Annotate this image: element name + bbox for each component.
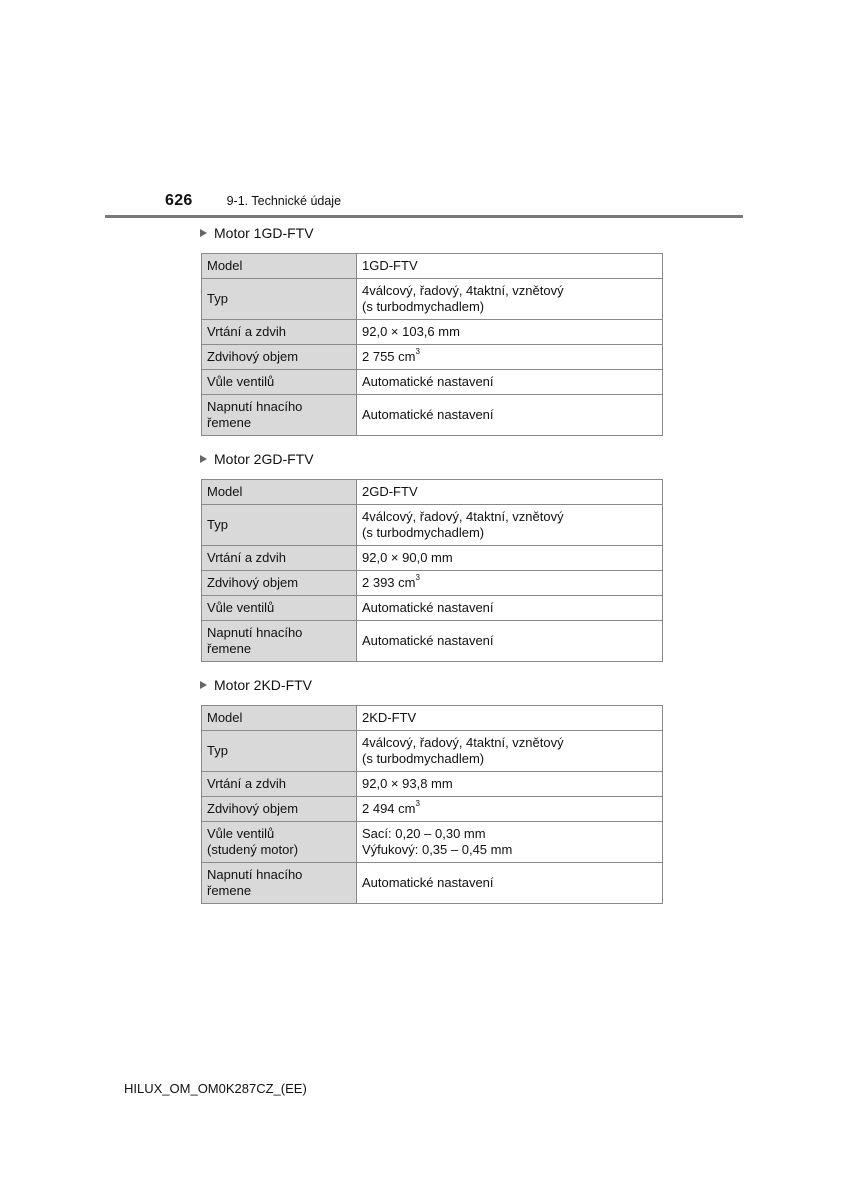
row-value: 1GD-FTV: [357, 254, 663, 279]
table-row: [202, 706, 663, 731]
row-label: Model: [202, 480, 357, 505]
row-label: Vrtání a zdvih: [202, 546, 357, 571]
value-line: Výfukový: 0,35 – 0,45 mm: [362, 842, 513, 857]
row-label: Vrtání a zdvih: [202, 320, 357, 345]
label-line: Vůle ventilů: [207, 826, 275, 841]
row-value: 92,0 × 90,0 mm: [357, 546, 663, 571]
row-label: Vůle ventilů: [202, 370, 357, 395]
row-label: Model: [202, 706, 357, 731]
row-value: Automatické nastavení: [357, 863, 663, 904]
row-value: 2GD-FTV: [357, 480, 663, 505]
table-row: [202, 480, 663, 505]
row-label: Vrtání a zdvih: [202, 772, 357, 797]
header-rule: [105, 215, 743, 218]
value-line: 4válcový, řadový, 4taktní, vznětový: [362, 283, 564, 298]
superscript: 3: [415, 573, 420, 582]
row-value: Automatické nastavení: [357, 596, 663, 621]
label-line: řemene: [207, 883, 252, 898]
label-line: řemene: [207, 641, 252, 656]
table-row: [202, 505, 663, 546]
table-row: [202, 822, 663, 863]
row-label: Typ: [202, 279, 357, 320]
triangle-bullet-icon: [200, 455, 207, 463]
table-row: [202, 254, 663, 279]
engine-heading-text: Motor 1GD-FTV: [214, 225, 314, 241]
engine-heading-text: Motor 2KD-FTV: [214, 677, 313, 693]
label-line: Napnutí hnacího: [207, 399, 303, 414]
row-value: [357, 505, 663, 546]
row-value: 92,0 × 93,8 mm: [357, 772, 663, 797]
label-line: Napnutí hnacího: [207, 625, 303, 640]
value-text: 2 755 cm: [362, 349, 416, 364]
row-value: [357, 279, 663, 320]
value-line: (s turbodmychadlem): [362, 525, 485, 540]
row-label: [202, 621, 357, 662]
row-label: Vůle ventilů: [202, 596, 357, 621]
value-line: Sací: 0,20 – 0,30 mm: [362, 826, 486, 841]
row-value: Automatické nastavení: [357, 370, 663, 395]
row-value: [357, 571, 663, 596]
row-label: [202, 863, 357, 904]
label-line: Napnutí hnacího: [207, 867, 303, 882]
row-label: Typ: [202, 731, 357, 772]
label-line: řemene: [207, 415, 252, 430]
row-label: Model: [202, 254, 357, 279]
table-row: [202, 320, 663, 345]
row-label: [202, 822, 357, 863]
engine-spec-table-1: [201, 253, 663, 436]
row-value: [357, 797, 663, 822]
value-text: 2 393 cm: [362, 575, 416, 590]
table-row: [202, 731, 663, 772]
row-value: Automatické nastavení: [357, 621, 663, 662]
row-value: [357, 822, 663, 863]
label-line: (studený motor): [207, 842, 299, 857]
table-row: [202, 863, 663, 904]
engine-spec-table-2: [201, 479, 663, 662]
page-header: [165, 192, 341, 210]
engine-heading-2: [200, 451, 314, 467]
row-label: Zdvihový objem: [202, 571, 357, 596]
section-title: 9-1. Technické údaje: [226, 194, 342, 208]
table-row: [202, 797, 663, 822]
document-code: HILUX_OM_OM0K287CZ_(EE): [124, 1081, 307, 1096]
value-line: 4válcový, řadový, 4taktní, vznětový: [362, 509, 564, 524]
row-label: [202, 395, 357, 436]
value-line: (s turbodmychadlem): [362, 751, 485, 766]
table-row: [202, 546, 663, 571]
value-line: 4válcový, řadový, 4taktní, vznětový: [362, 735, 564, 750]
triangle-bullet-icon: [200, 229, 207, 237]
superscript: 3: [415, 347, 420, 356]
table-row: [202, 395, 663, 436]
value-text: 2 494 cm: [362, 801, 416, 816]
row-value: 92,0 × 103,6 mm: [357, 320, 663, 345]
table-row: [202, 571, 663, 596]
table-row: [202, 596, 663, 621]
engine-spec-table-3: [201, 705, 663, 904]
row-label: Zdvihový objem: [202, 345, 357, 370]
row-label: Zdvihový objem: [202, 797, 357, 822]
value-line: (s turbodmychadlem): [362, 299, 485, 314]
triangle-bullet-icon: [200, 681, 207, 689]
table-row: [202, 772, 663, 797]
table-row: [202, 370, 663, 395]
table-row: [202, 345, 663, 370]
row-value: [357, 731, 663, 772]
row-value: [357, 345, 663, 370]
superscript: 3: [415, 799, 420, 808]
engine-heading-text: Motor 2GD-FTV: [214, 451, 314, 467]
table-row: [202, 621, 663, 662]
engine-heading-1: [200, 225, 314, 241]
page-number: 626: [165, 192, 193, 209]
engine-heading-3: [200, 677, 312, 693]
table-row: [202, 279, 663, 320]
row-label: Typ: [202, 505, 357, 546]
row-value: 2KD-FTV: [357, 706, 663, 731]
row-value: Automatické nastavení: [357, 395, 663, 436]
